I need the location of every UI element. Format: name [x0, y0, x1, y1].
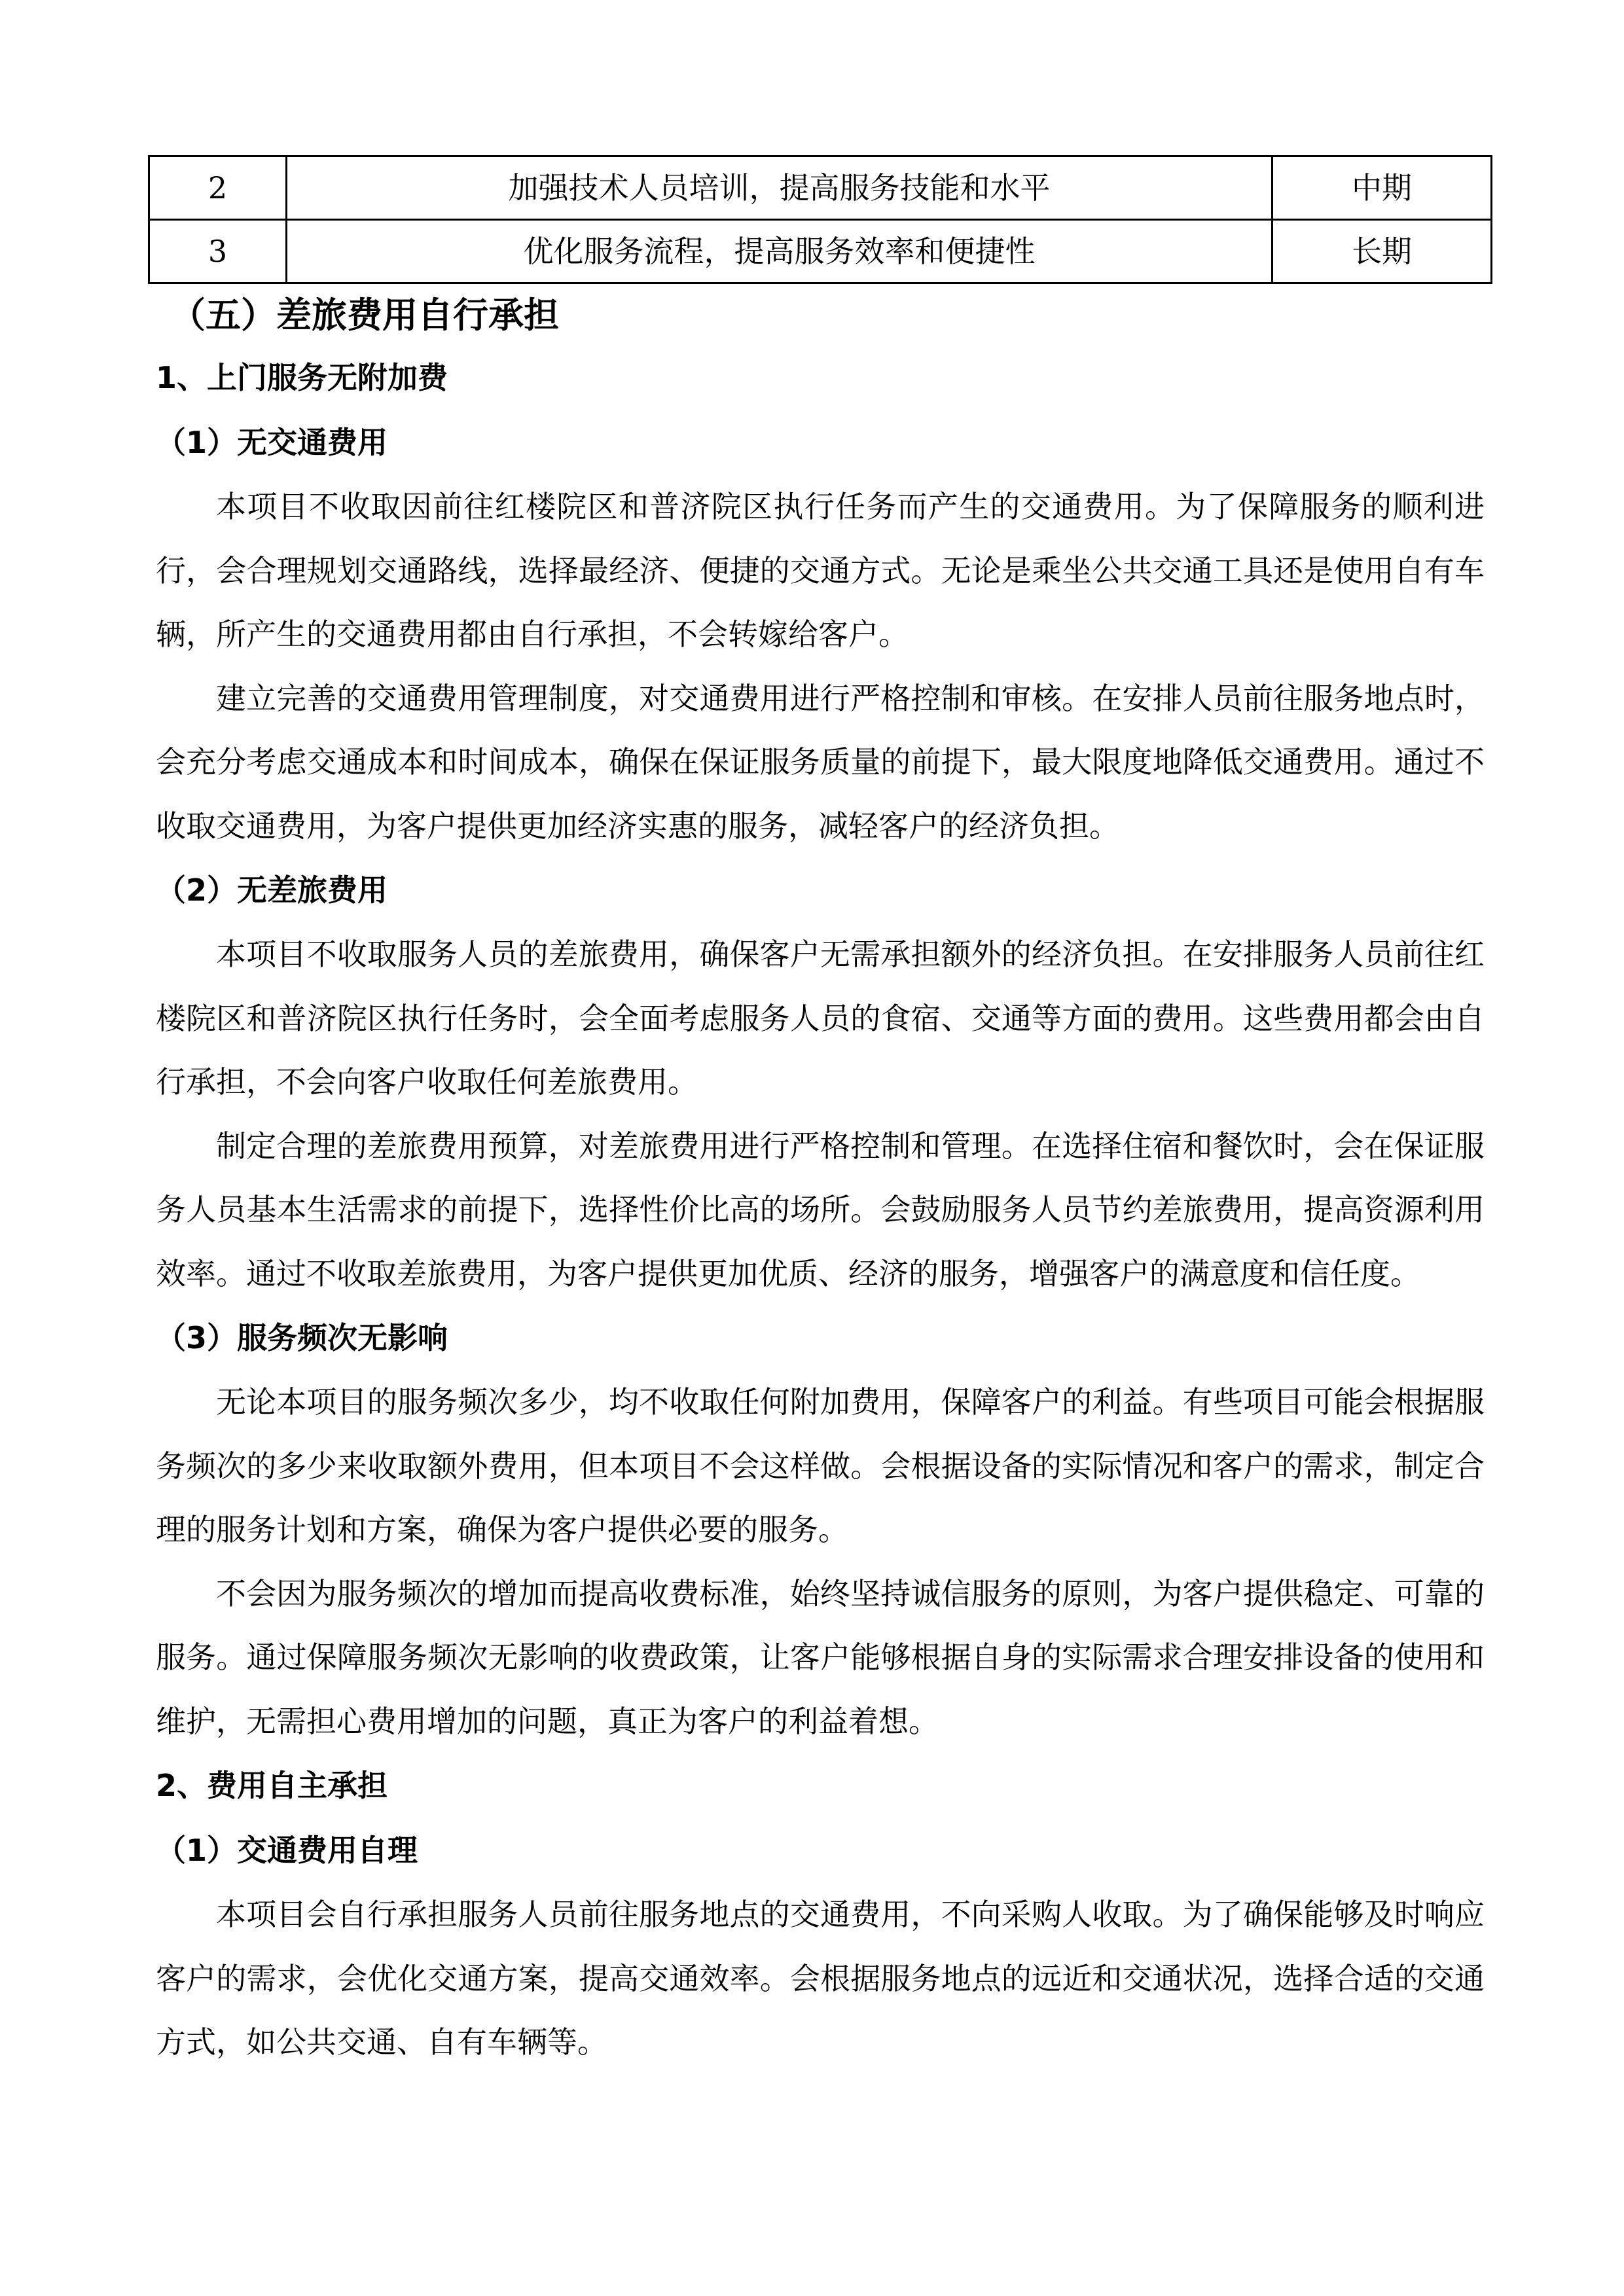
- paragraph: 本项目不收取因前往红楼院区和普济院区执行任务而产生的交通费用。为了保障服务的顺利进行，会合理规划交通路线，选择最经济、便捷的交通方式。无论是乘坐公共交通工具还是使用自有车辆，所产生的交通费用都由自行承担，不会转嫁给客户。: [156, 489, 1485, 652]
- section-heading: （五）差旅费用自行承担: [170, 295, 559, 336]
- row-term: 中期: [1272, 156, 1492, 220]
- plan-table: [148, 155, 1492, 284]
- item-heading: （2）无差旅费用: [156, 872, 388, 908]
- table-row: [149, 220, 1492, 283]
- item-heading: （1）交通费用自理: [156, 1833, 418, 1868]
- row-task: 加强技术人员培训，提高服务技能和水平: [287, 156, 1272, 220]
- paragraph: 本项目不收取服务人员的差旅费用，确保客户无需承担额外的经济负担。在安排服务人员前往红楼院区和普济院区执行任务时，会全面考虑服务人员的食宿、交通等方面的费用。这些费用都会由自行承担，不会向客户收取任何差旅费用。: [156, 937, 1485, 1100]
- table-row: [149, 156, 1492, 220]
- paragraph: 不会因为服务频次的增加而提高收费标准，始终坚持诚信服务的原则，为客户提供稳定、可靠的服务。通过保障服务频次无影响的收费政策，让客户能够根据自身的实际需求合理安排设备的使用和维护，无需担心费用增加的问题，真正为客户的利益着想。: [156, 1575, 1485, 1739]
- row-term: 长期: [1272, 220, 1492, 283]
- document-body: [156, 285, 1485, 2075]
- subsection-heading: 1、上门服务无附加费: [156, 360, 448, 395]
- paragraph: 建立完善的交通费用管理制度，对交通费用进行严格控制和审核。在安排人员前往服务地点时，会充分考虑交通成本和时间成本，确保在保证服务质量的前提下，最大限度地降低交通费用。通过不收取交通费用，为客户提供更加经济实惠的服务，减轻客户的经济负担。: [156, 680, 1485, 844]
- row-number: 3: [149, 220, 287, 283]
- item-heading: （3）服务频次无影响: [156, 1320, 448, 1355]
- paragraph: 制定合理的差旅费用预算，对差旅费用进行严格控制和管理。在选择住宿和餐饮时，会在保证服务人员基本生活需求的前提下，选择性价比高的场所。会鼓励服务人员节约差旅费用，提高资源利用效率。通过不收取差旅费用，为客户提供更加优质、经济的服务，增强客户的满意度和信任度。: [156, 1128, 1485, 1291]
- paragraph: 本项目会自行承担服务人员前往服务地点的交通费用，不向采购人收取。为了确保能够及时响应客户的需求，会优化交通方案，提高交通效率。会根据服务地点的远近和交通状况，选择合适的交通方式，如公共交通、自有车辆等。: [156, 1897, 1485, 2060]
- row-task: 优化服务流程，提高服务效率和便捷性: [287, 220, 1272, 283]
- subsection-heading: 2、费用自主承担: [156, 1768, 388, 1803]
- paragraph: 无论本项目的服务频次多少，均不收取任何附加费用，保障客户的利益。有些项目可能会根据服务频次的多少来收取额外费用，但本项目不会这样做。会根据设备的实际情况和客户的需求，制定合理的服务计划和方案，确保为客户提供必要的服务。: [156, 1384, 1485, 1547]
- item-heading: （1）无交通费用: [156, 425, 388, 460]
- row-number: 2: [149, 156, 287, 220]
